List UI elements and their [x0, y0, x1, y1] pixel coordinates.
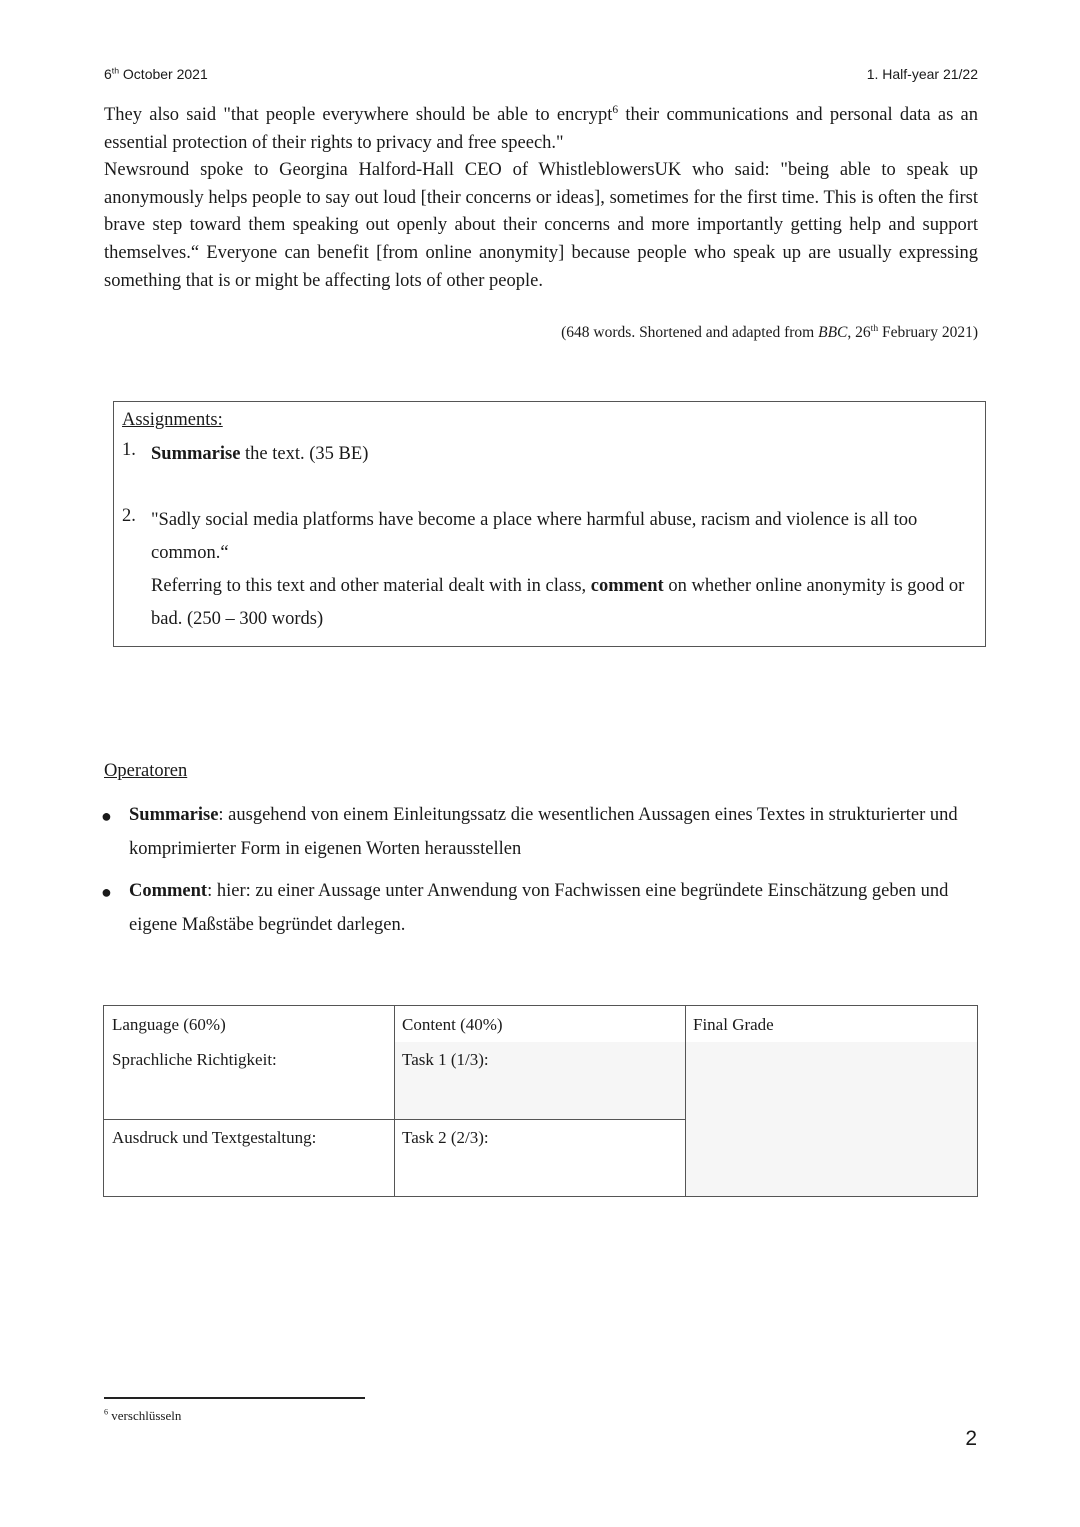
assignment-2-text: Referring to this text and other material dealt with in class, comment on whether online anonymity is good or bad. (250 – 300 words) [151, 576, 965, 629]
language-accuracy-label: Sprachliche Richtigkeit: [112, 1050, 277, 1069]
assignment-1-number: 1. [122, 440, 136, 460]
task1-label: Task 1 (1/3): [402, 1050, 489, 1069]
assignments-title: Assignments: [122, 410, 223, 430]
assignment-2-quote: "Sadly social media platforms have become a place where harmful abuse, racism and violence is all too common.“ [151, 510, 918, 563]
assignment-2-number: 2. [122, 506, 136, 526]
bullet-icon: ● [101, 882, 112, 902]
operator-comment: Comment: hier: zu einer Aussage unter Anwendung von Fachwissen eine begründete Einschätzung geben und eigene Maßstäbe begründet darlegen. [129, 881, 949, 935]
assignment-1-text: Summarise the text. (35 BE) [151, 444, 369, 464]
footnote: $^6$ verschlüsseln [104, 1407, 182, 1423]
source-citation: (648 words. Shortened and adapted from BBC, 26th February 2021) [561, 322, 978, 341]
grading-table [103, 1005, 978, 1197]
final-grade-cell [686, 1042, 977, 1196]
operator-summarise: Summarise: ausgehend von einem Einleitungssatz die wesentlichen Aussagen eines Textes in strukturierter und komprimierter Form in eigenen Worten herausstellen [129, 805, 958, 859]
footnote-divider [104, 1397, 365, 1399]
task2-label: Task 2 (2/3): [402, 1128, 489, 1147]
final-grade-header: Final Grade [693, 1015, 774, 1034]
header-term: 1. Half-year 21/22 [866, 66, 978, 82]
header-date: 6th October 2021 [104, 65, 208, 82]
article-body [104, 102, 978, 295]
assignments-box [113, 401, 986, 647]
paragraph-2: Newsround spoke to Georgina Halford-Hall CEO of WhistleblowersUK who said: "being able to speak up anonymously helps people to say out loud [their concerns or ideas], sometimes for the first time. This is often the first brave step toward them speaking out openly about their concerns and more importantly getting help and support themselves.“ Everyone can benefit [from online anonymity] because people who speak up are usually expressing something that is or might be affecting lots of other people. [104, 160, 978, 291]
content-header: Content (40%) [402, 1015, 503, 1034]
bullet-icon: ● [101, 806, 112, 826]
language-header: Language (60%) [112, 1015, 226, 1034]
paragraph-1: They also said "that people everywhere should be able to encrypt$^6$ their communications and personal data as an essential protection of their rights to privacy and free speech." [104, 103, 978, 153]
footnote-ref: 6 [612, 103, 619, 116]
operators-title: Operatoren [104, 761, 188, 781]
language-expression-label: Ausdruck und Textgestaltung: [112, 1128, 317, 1147]
page-number: 2 [965, 1427, 977, 1450]
